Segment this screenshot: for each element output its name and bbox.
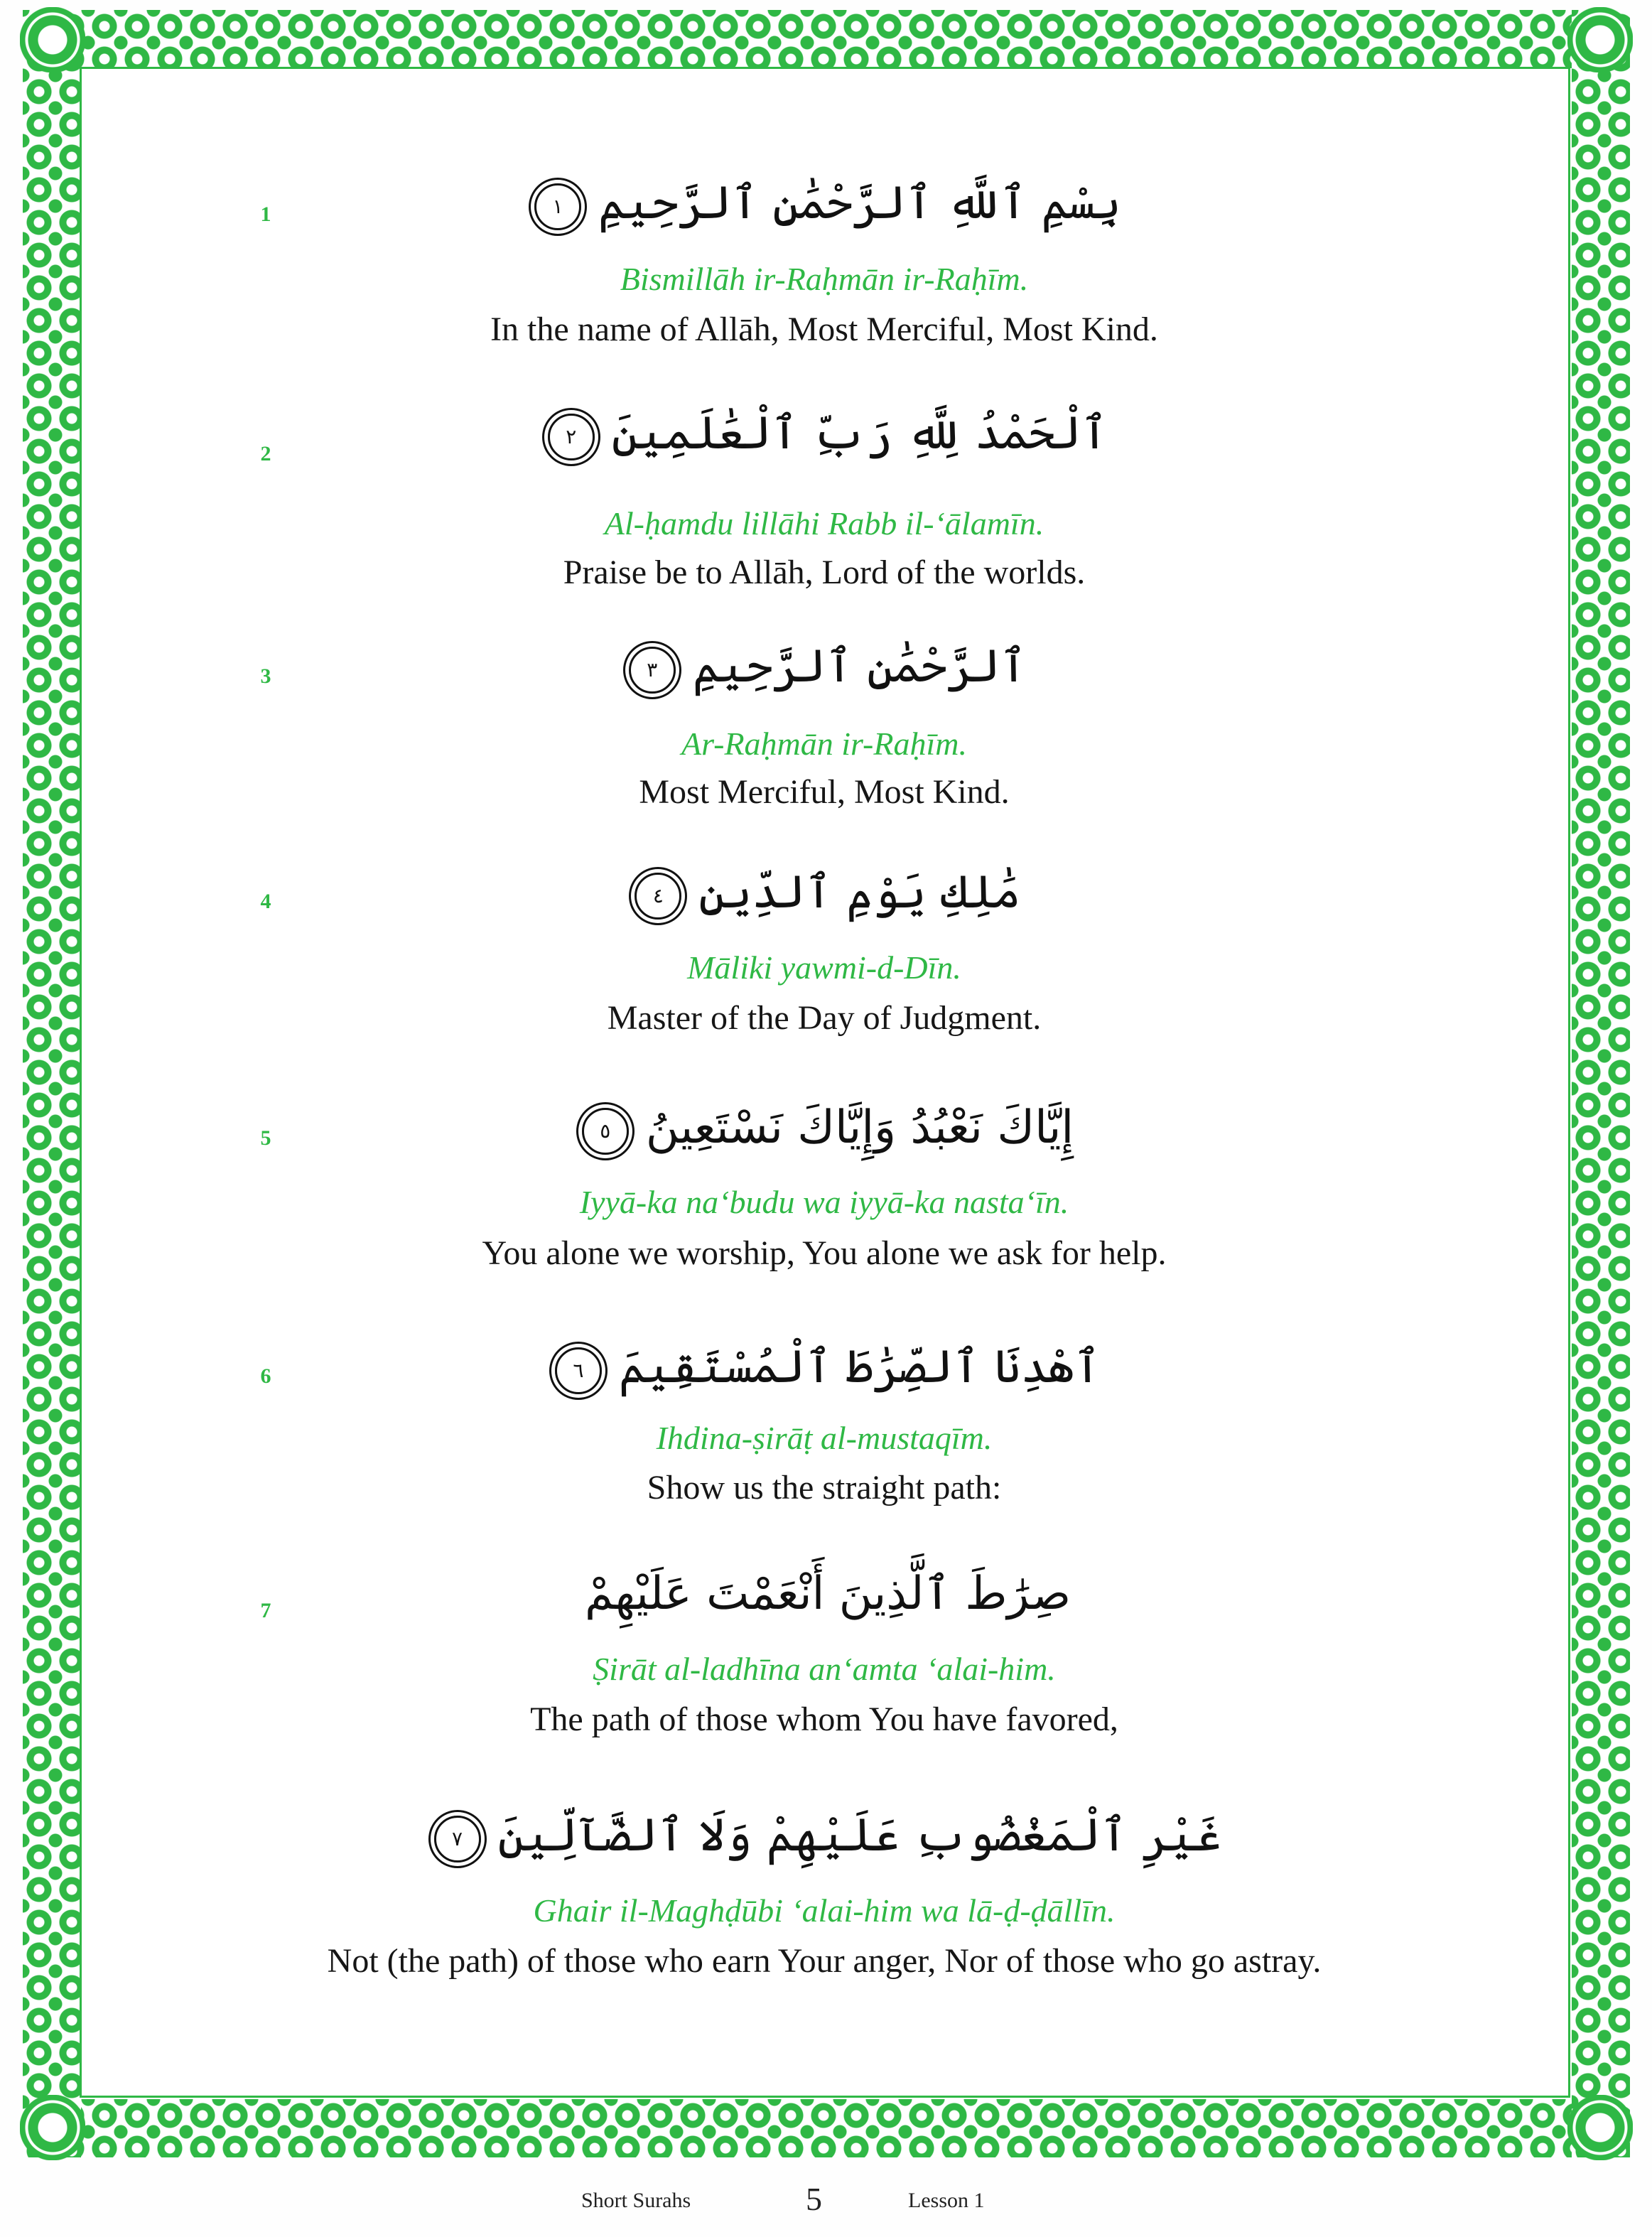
transliteration: Ṣirāt al-ladhīna an‘amta ‘alai-him. [593,1651,1056,1687]
ayah-marker-icon: ٤ [635,873,681,920]
transliteration: Ghair il-Maghḍūbi ‘alai-him wa lā-ḍ-ḍāllīn. [533,1892,1116,1929]
arabic-verse [284,406,1371,460]
corner-ornament-icon [1567,2095,1633,2160]
transliteration: Ar-Raḥmān ir-Raḥīm. [681,726,967,762]
verse-number: 7 [260,1599,271,1622]
arabic-verse [284,1340,1371,1394]
translation: The path of those whom You have favored, [530,1700,1118,1738]
transliteration: Ihdina-ṣirāṭ al-mustaqīm. [656,1420,993,1456]
translation: Praise be to Allāh, Lord of the worlds. [563,554,1086,591]
arabic-text: ٱلرَّحْمَٰنِ ٱلرَّحِيمِ [692,640,1027,693]
translation: Most Merciful, Most Kind. [639,773,1010,811]
footer-book-title: Short Surahs [581,2189,691,2212]
arabic-text: مَٰلِكِ يَوْمِ ٱلدِّينِ [698,866,1021,919]
decorative-border-left [23,10,81,2157]
arabic-verse [284,176,1371,230]
ayah-marker-icon: ١ [534,183,581,230]
arabic-text: غَيْرِ ٱلْمَغْضُوبِ عَلَيْهِمْ وَلَا ٱلضَّآلِّينَ [497,1809,1222,1862]
decorative-border-bottom [23,2099,1630,2157]
verse-number: 3 [260,664,271,688]
translation: In the name of Allāh, Most Merciful, Most Kind. [490,311,1158,348]
translation: Show us the straight path: [647,1469,1002,1506]
arabic-verse [284,1567,1371,1620]
arabic-text: إِيَّاكَ نَعْبُدُ وَإِيَّاكَ نَسْتَعِينُ [645,1101,1074,1154]
footer-lesson: Lesson 1 [908,2189,985,2212]
arabic-text: صِرَٰطَ ٱلَّذِينَ أَنْعَمْتَ عَلَيْهِمْ [584,1568,1071,1620]
page-frame [80,67,1570,2098]
verse-number: 4 [260,890,271,913]
decorative-border-top [23,10,1630,68]
ayah-marker-icon: ٢ [548,414,595,460]
ayah-marker-icon: ٧ [434,1816,481,1863]
transliteration: Iyyā-ka na‘budu wa iyyā-ka nasta‘īn. [579,1184,1069,1220]
verse-number: 5 [260,1126,271,1150]
page-number: 5 [806,2181,822,2217]
verse-number: 1 [260,203,271,226]
arabic-text: ٱهْدِنَا ٱلصِّرَٰطَ ٱلْمُسْتَقِيمَ [618,1341,1101,1394]
corner-ornament-icon [20,7,85,72]
arabic-verse [284,1101,1371,1155]
ayah-marker-icon: ٥ [582,1108,629,1155]
translation: Master of the Day of Judgment. [607,999,1042,1037]
arabic-text: ٱلْحَمْدُ لِلَّهِ رَبِّ ٱلْعَٰلَمِينَ [611,407,1108,460]
transliteration: Al-ḥamdu lillāhi Rabb il-‘ālamīn. [604,505,1044,541]
transliteration: Bismillāh ir-Raḥmān ir-Raḥīm. [620,261,1029,297]
corner-ornament-icon [20,2095,85,2160]
arabic-verse [284,640,1371,694]
decorative-border-right [1572,10,1630,2157]
arabic-verse [284,1809,1371,1863]
arabic-text: بِسْمِ ٱللَّهِ ٱلرَّحْمَٰنِ ٱلرَّحِيمِ [598,177,1122,230]
arabic-verse [284,866,1371,920]
verse-number: 6 [260,1364,271,1388]
translation: You alone we worship, You alone we ask for help. [482,1234,1167,1272]
ayah-marker-icon: ٦ [555,1347,602,1394]
verse-number: 2 [260,442,271,465]
corner-ornament-icon [1567,7,1633,72]
ayah-marker-icon: ٣ [629,647,676,694]
translation: Not (the path) of those who earn Your anger, Nor of those who go astray. [327,1942,1322,1980]
transliteration: Māliki yawmi-d-Dīn. [687,949,961,986]
